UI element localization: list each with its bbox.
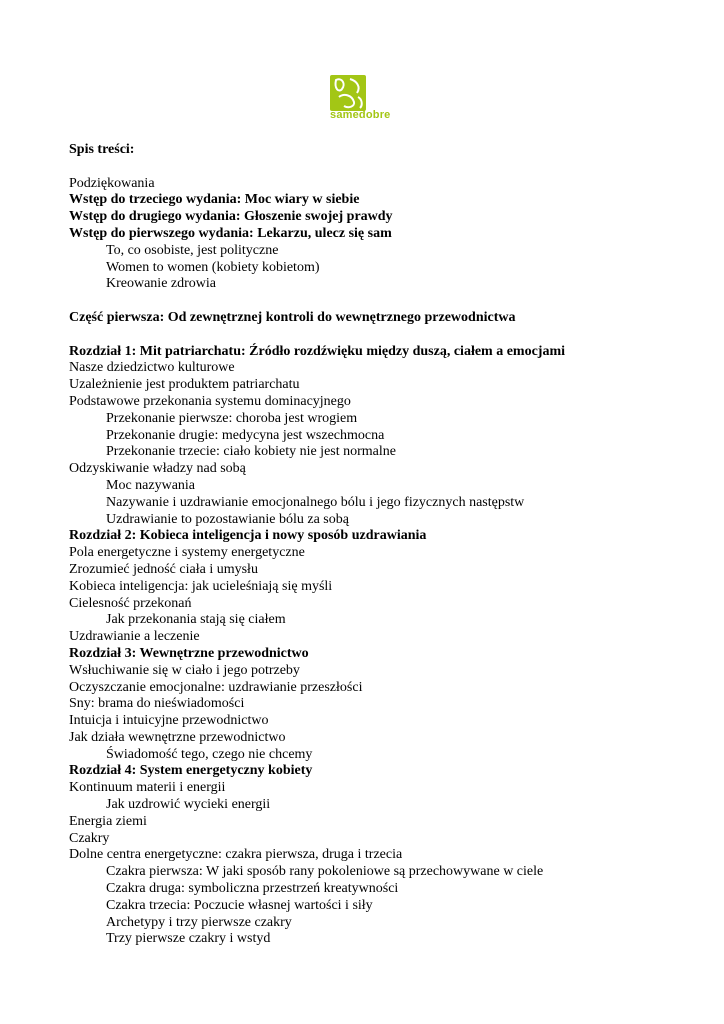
toc-entry: Kontinuum materii i energii [69,780,226,796]
table-of-contents [69,142,709,948]
toc-subentry: Archetypy i trzy pierwsze czakry [106,914,292,930]
toc-subentry: Moc nazywania [106,477,196,493]
section-spacer [69,327,709,344]
toc-heading: Rozdział 1: Mit patriarchatu: Źródło rozdźwięku między duszą, ciałem a emocjami [69,343,566,359]
toc-subentry: Przekonanie trzecie: ciało kobiety nie jest normalne [106,444,396,460]
toc-subentry: Czakra druga: symboliczna przestrzeń kreatywności [106,881,399,897]
toc-entry: Oczyszczanie emocjonalne: uzdrawianie przeszłości [69,679,363,695]
toc-heading: Rozdział 3: Wewnętrzne przewodnictwo [69,645,309,661]
logo-mark-icon [330,75,366,111]
toc-subentry: Przekonanie pierwsze: choroba jest wrogiem [106,410,358,426]
toc-heading: Część pierwsza: Od zewnętrznej kontroli do wewnętrznego przewodnictwa [69,309,516,325]
toc-subentry: Uzdrawianie to pozostawianie bólu za sobą [106,511,349,527]
toc-heading: Wstęp do drugiego wydania: Głoszenie swojej prawdy [69,209,393,225]
toc-subentry: To, co osobiste, jest polityczne [106,242,279,258]
samedobre-logo [328,75,400,125]
toc-entry: Nasze dziedzictwo kulturowe [69,360,235,376]
toc-subentry: Czakra trzecia: Poczucie własnej wartości i siły [106,897,373,913]
toc-heading: Wstęp do pierwszego wydania: Lekarzu, ulecz się sam [69,225,392,241]
toc-entry: Podstawowe przekonania systemu dominacyjnego [69,393,351,409]
toc-heading: Rozdział 4: System energetyczny kobiety [69,763,313,779]
toc-entry: Czakry [69,830,110,846]
toc-subentry: Przekonanie drugie: medycyna jest wszechmocna [106,427,385,443]
toc-subentry: Świadomość tego, czego nie chcemy [106,746,313,762]
logo-wordmark: samedobre [330,109,391,121]
toc-body [69,176,709,949]
toc-title: Spis treści: [69,142,135,157]
toc-entry: Energia ziemi [69,813,147,829]
toc-entry: Intuicja i intuicyjne przewodnictwo [69,713,269,729]
toc-entry: Podziękowania [69,175,155,191]
toc-entry: Zrozumieć jedność ciała i umysłu [69,561,258,577]
toc-subentry: Jak uzdrowić wycieki energii [106,797,271,813]
toc-entry: Cielesność przekonań [69,595,192,611]
toc-subentry: Kreowanie zdrowia [106,276,217,292]
toc-subentry: Women to women (kobiety kobietom) [106,259,320,275]
toc-heading: Rozdział 2: Kobieca inteligencja i nowy sposób uzdrawiania [69,528,427,544]
toc-entry: Odzyskiwanie władzy nad sobą [69,461,246,477]
toc-entry: Wsłuchiwanie się w ciało i jego potrzeby [69,662,300,678]
toc-entry: Sny: brama do nieświadomości [69,696,245,712]
toc-heading: Wstęp do trzeciego wydania: Moc wiary w siebie [69,192,360,208]
toc-entry: Uzależnienie jest produktem patriarchatu [69,377,300,393]
toc-subentry: Czakra pierwsza: W jaki sposób rany pokoleniowe są przechowywane w ciele [106,864,544,880]
section-spacer [69,293,709,310]
toc-entry: Jak działa wewnętrzne przewodnictwo [69,729,286,745]
toc-entry: Pola energetyczne i systemy energetyczne [69,545,305,561]
toc-subentry: Nazywanie i uzdrawianie emocjonalnego bólu i jego fizycznych następstw [106,494,525,510]
toc-entry: Dolne centra energetyczne: czakra pierwsza, druga i trzecia [69,847,403,863]
toc-entry: Uzdrawianie a leczenie [69,629,200,645]
toc-subentry: Trzy pierwsze czakry i wstyd [106,931,271,947]
toc-subentry: Jak przekonania stają się ciałem [106,612,286,628]
toc-entry: Kobieca inteligencja: jak ucieleśniają się myśli [69,578,333,594]
